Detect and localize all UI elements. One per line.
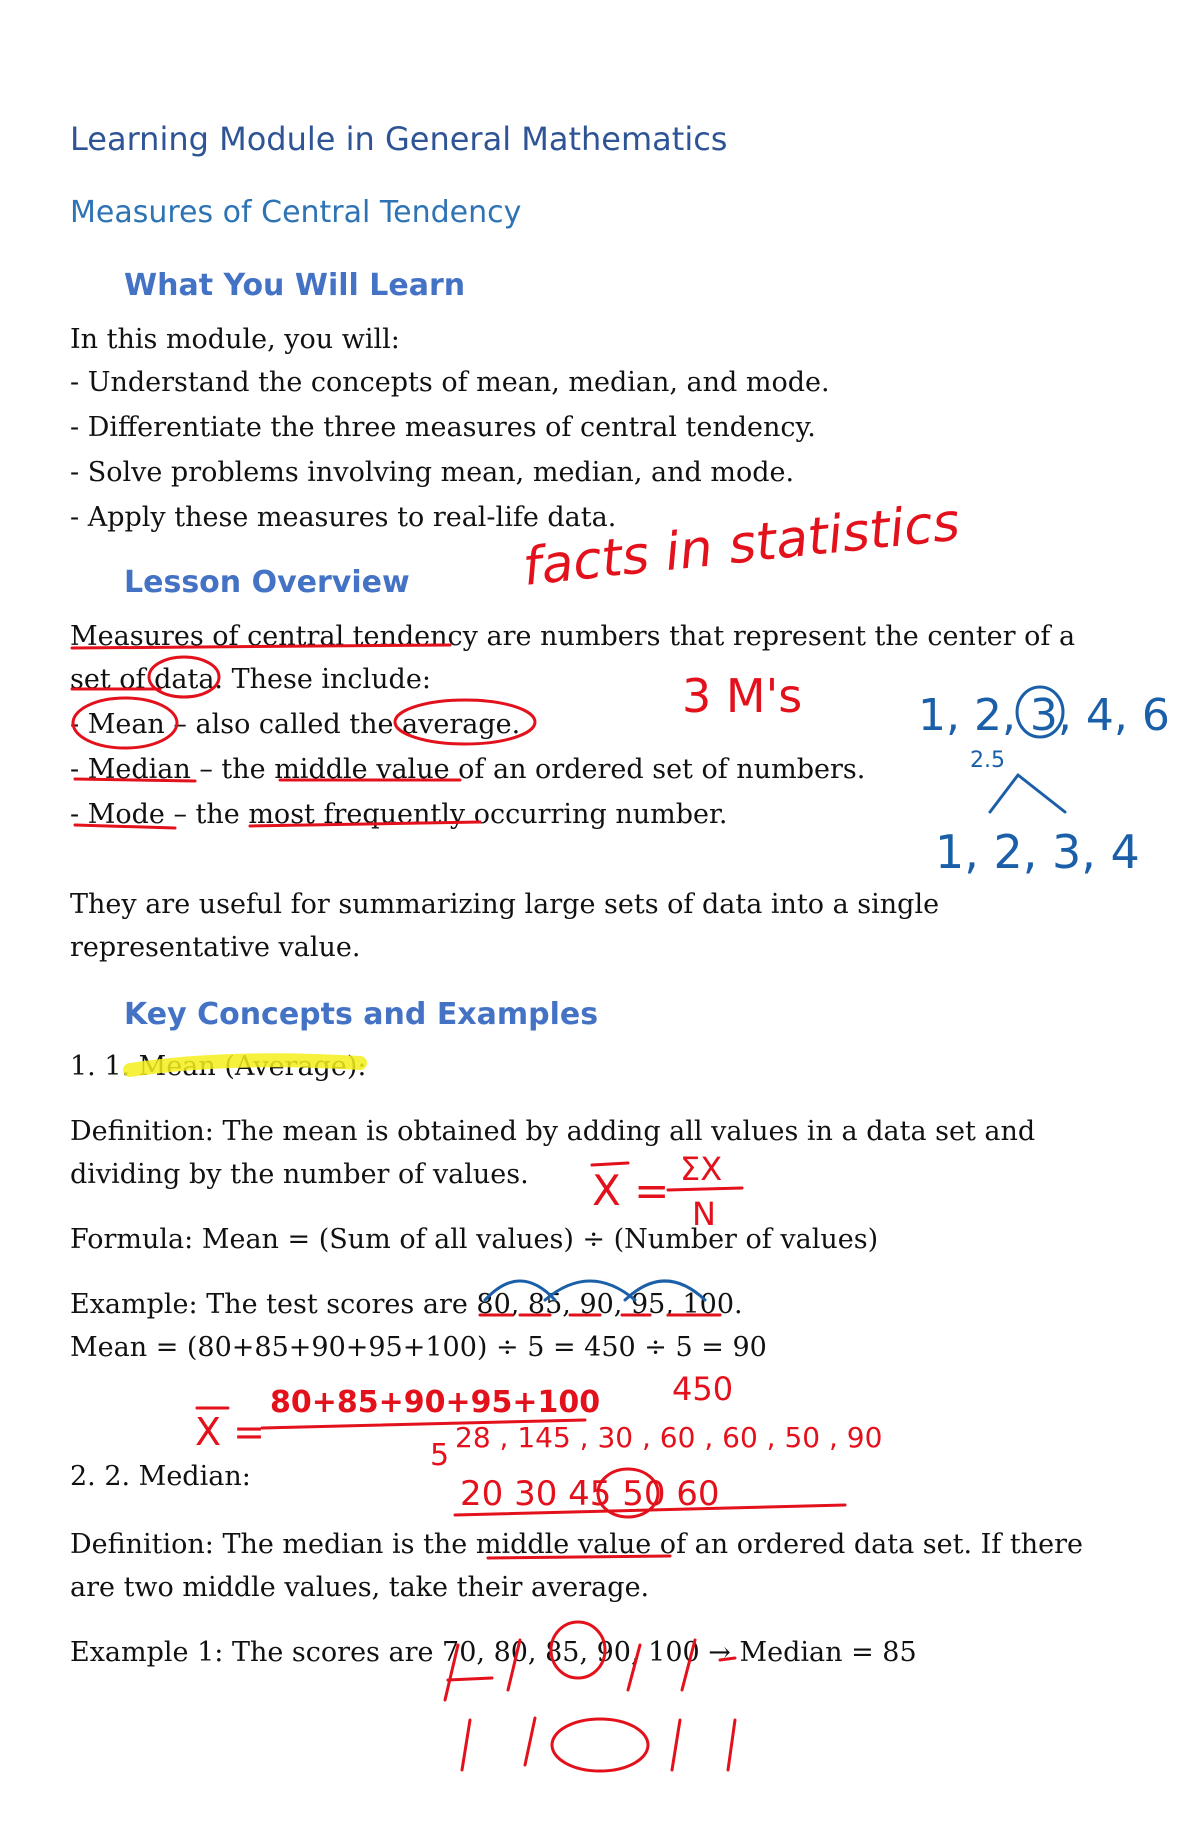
lesson-overview-heading: Lesson Overview xyxy=(124,565,410,600)
branch-mark xyxy=(990,775,1065,812)
module-title: Learning Module in General Mathematics xyxy=(70,120,728,158)
handwritten-mean-numerator: 80+85+90+95+100 xyxy=(270,1385,601,1420)
circle-mark xyxy=(598,1469,658,1517)
overview-mode-item: - Mode – the most frequently occurring number. xyxy=(70,799,728,830)
learn-item: - Apply these measures to real-life data. xyxy=(70,502,617,533)
mean-title: 1. 1. Mean (Average): xyxy=(70,1051,367,1082)
handwritten-median-list: 20 30 45 50 60 xyxy=(460,1474,720,1514)
learn-item: - Differentiate the three measures of central tendency. xyxy=(70,412,816,443)
section-title: Measures of Central Tendency xyxy=(70,195,522,230)
handwritten-facts-note: facts in statistics xyxy=(520,492,963,598)
circle-mark xyxy=(1017,687,1063,737)
fraction-line xyxy=(668,1188,742,1190)
mean-formula: Formula: Mean = (Sum of all values) ÷ (Number of values) xyxy=(70,1224,879,1255)
handwritten-formula-lhs: X = xyxy=(592,1166,670,1215)
handwritten-sequence-bottom: 1, 2, 3, 4 xyxy=(935,825,1140,879)
mean-example-computation: Mean = (80+85+90+95+100) ÷ 5 = 450 ÷ 5 = 90 xyxy=(70,1332,767,1363)
overview-line: Measures of central tendency are numbers that represent the center of a xyxy=(70,621,1076,652)
learn-item: - Solve problems involving mean, median, and mode. xyxy=(70,457,795,488)
what-you-will-learn-heading: What You Will Learn xyxy=(124,268,466,303)
mean-definition: dividing by the number of values. xyxy=(70,1159,529,1190)
handwritten-mean-lhs: X = xyxy=(195,1410,265,1454)
handwritten-mean-partial: 450 xyxy=(672,1370,734,1408)
bar-mark xyxy=(592,1163,628,1165)
handwritten-midpoint: 2.5 xyxy=(970,748,1005,773)
overview-summary: They are useful for summarizing large sets of data into a single xyxy=(70,889,940,920)
key-concepts-heading: Key Concepts and Examples xyxy=(124,997,599,1032)
tally-mark xyxy=(462,1718,735,1770)
learn-intro: In this module, you will: xyxy=(70,324,400,355)
handwritten-formula-top: ΣX xyxy=(680,1150,723,1188)
handwritten-mean-steps: 28 , 145 , 30 , 60 , 60 , 50 , 90 xyxy=(455,1421,883,1454)
overview-summary: representative value. xyxy=(70,932,361,963)
handwritten-mean-denominator: 5 xyxy=(430,1438,450,1473)
fraction-line xyxy=(262,1420,585,1428)
overview-median-item: - Median – the middle value of an ordered set of numbers. xyxy=(70,754,866,785)
learn-item: - Understand the concepts of mean, median, and mode. xyxy=(70,367,830,398)
handwritten-three-ms: 3 M's xyxy=(682,669,803,723)
median-example: Example 1: The scores are 70, 80, 85, 90, 100 → Median = 85 xyxy=(70,1637,917,1668)
circle-mark xyxy=(552,1719,648,1771)
handwritten-sequence-top: 1, 2, 3, 4, 6 xyxy=(918,690,1170,741)
median-definition: are two middle values, take their average. xyxy=(70,1572,650,1603)
overview-mean-item: - Mean – also called the average. xyxy=(70,709,521,740)
mean-example: Example: The test scores are 80, 85, 90, 95, 100. xyxy=(70,1289,743,1320)
underline-mark xyxy=(455,1505,845,1515)
handwritten-formula-bottom: N xyxy=(692,1195,716,1233)
overview-line: set of data. These include: xyxy=(70,664,431,695)
median-definition: Definition: The median is the middle value of an ordered data set. If there xyxy=(70,1529,1083,1560)
median-title: 2. 2. Median: xyxy=(70,1461,251,1492)
mean-definition: Definition: The mean is obtained by adding all values in a data set and xyxy=(70,1116,1036,1147)
